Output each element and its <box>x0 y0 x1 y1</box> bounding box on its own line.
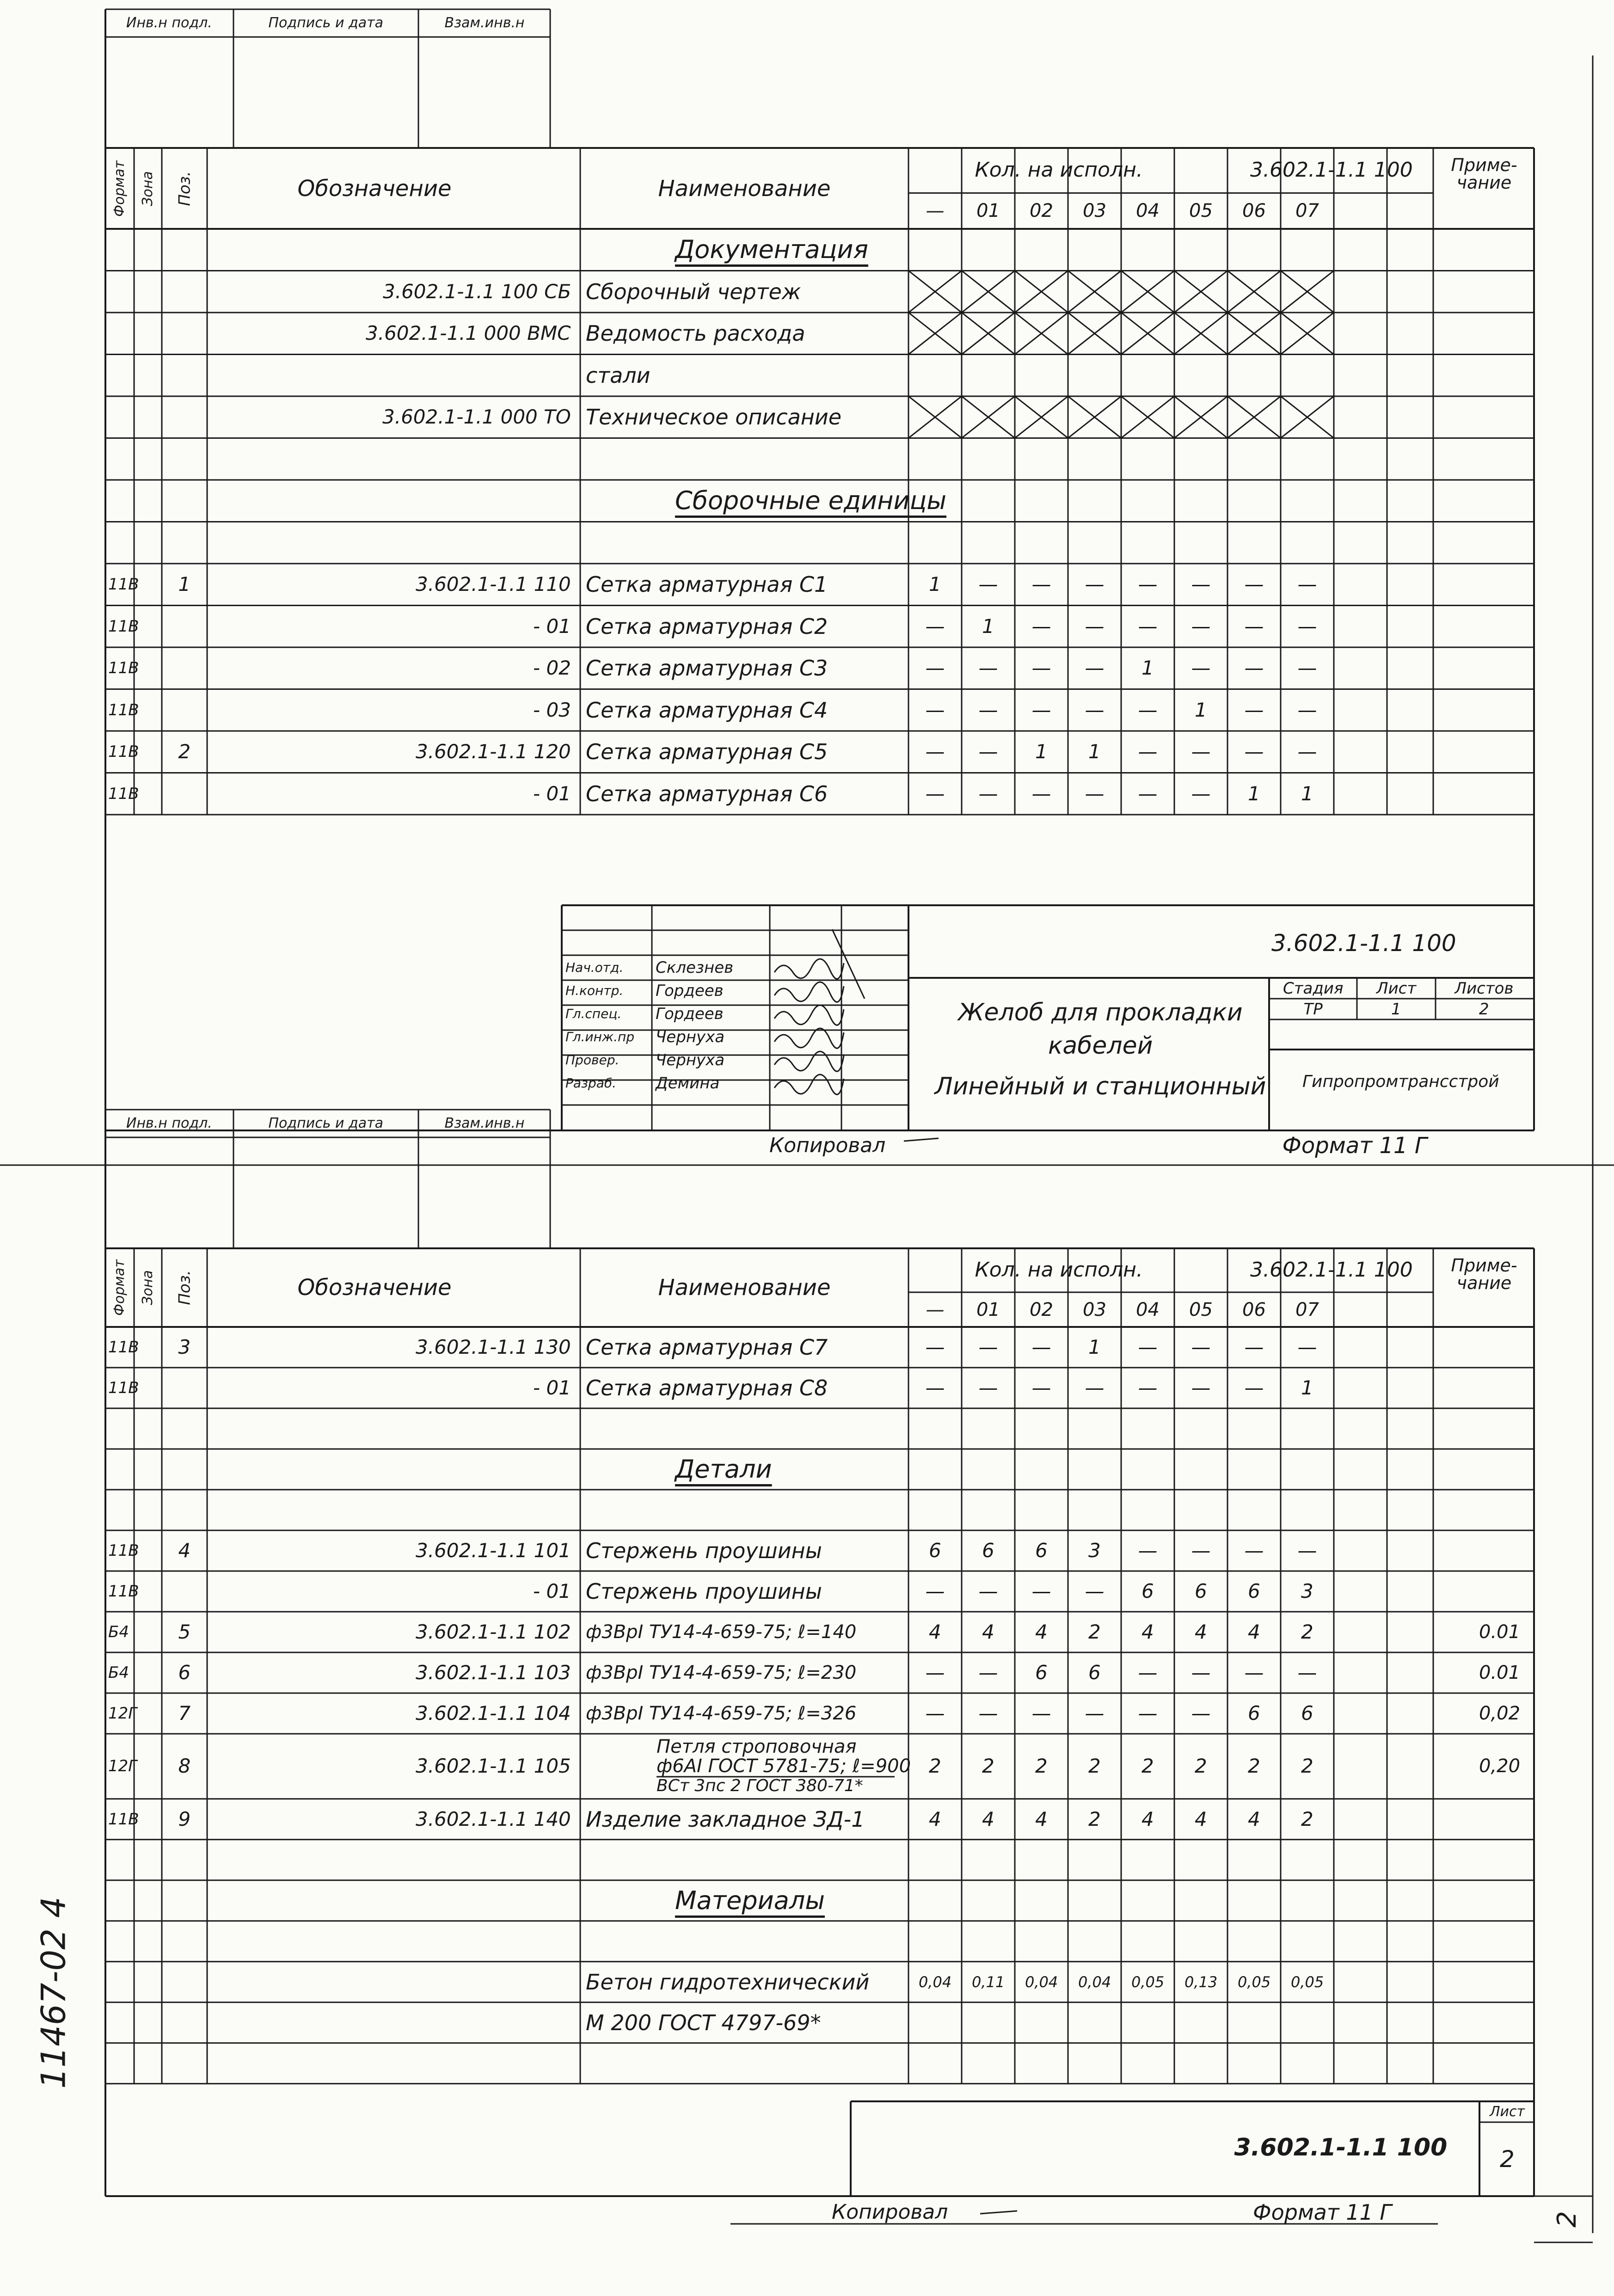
section-heading: Сборочные единицы <box>675 486 947 516</box>
qty-variant-04: — <box>1138 1539 1158 1562</box>
signatory-name: Чернуха <box>656 1028 725 1046</box>
qty-variant-05: — <box>1191 1376 1211 1399</box>
qty-variant-03: 1 <box>1088 1336 1101 1358</box>
row-position: 7 <box>178 1702 191 1725</box>
qty-variant-01: — <box>978 1580 998 1602</box>
qty-variant-04: 2 <box>1141 1755 1154 1778</box>
qty-variant-07: — <box>1297 740 1317 763</box>
qty-variant-06: — <box>1244 740 1264 763</box>
qty-variant-02: 1 <box>1035 740 1048 763</box>
qty-variant-06: — <box>1244 1661 1264 1684</box>
qty-variant-07: — <box>1297 698 1317 721</box>
header-variant-0: — <box>926 200 945 222</box>
header-variant-7: 07 <box>1295 200 1319 222</box>
qty-variant-04: — <box>1138 782 1158 805</box>
sheets-label: Листов <box>1454 979 1514 998</box>
qty-variant-02: — <box>1031 1580 1051 1602</box>
row-format: Б4 <box>108 1623 129 1641</box>
row-name: Стержень проушины <box>586 1579 822 1604</box>
header-variant-4: 04 <box>1136 200 1160 222</box>
row-note: 0.01 <box>1479 1662 1521 1683</box>
qty-variant-01: 4 <box>982 1621 994 1643</box>
row-name: Сетка арматурная С5 <box>586 739 828 765</box>
qty-variant-01: 0,11 <box>972 1973 1005 1991</box>
sheet-value: 2 <box>1500 2146 1515 2173</box>
header-designation: Обозначение <box>297 175 452 202</box>
row-format: 12Г <box>108 1757 137 1776</box>
qty-variant-05: 2 <box>1195 1755 1207 1778</box>
qty-variant-05: — <box>1191 1702 1211 1725</box>
row-note: 0,20 <box>1479 1756 1521 1777</box>
row-position: 9 <box>178 1807 191 1830</box>
qty-variant-base: 2 <box>929 1755 941 1778</box>
header-variant-5: 05 <box>1189 1299 1213 1320</box>
qty-variant-base: 1 <box>929 573 941 596</box>
qty-variant-05: 1 <box>1195 698 1207 721</box>
qty-variant-03: 2 <box>1088 1755 1101 1778</box>
qty-variant-04: — <box>1138 1376 1158 1399</box>
sheet-label: Лист <box>1490 2104 1525 2120</box>
copied-by-label: Копировал <box>769 1134 886 1157</box>
row-name: Сетка арматурная С1 <box>586 572 828 597</box>
qty-variant-01: 1 <box>982 614 994 638</box>
qty-variant-02: — <box>1031 698 1051 721</box>
qty-variant-03: 2 <box>1088 1807 1101 1830</box>
qty-variant-07: — <box>1297 1336 1317 1358</box>
qty-variant-07: 2 <box>1301 1807 1313 1830</box>
qty-variant-06: 6 <box>1248 1580 1260 1602</box>
qty-variant-01: — <box>978 698 998 721</box>
row-name: Сетка арматурная С7 <box>586 1335 828 1360</box>
qty-variant-05: 0,13 <box>1184 1973 1218 1991</box>
header-zone: Зона <box>139 171 156 206</box>
header-pos: Поз. <box>175 171 194 206</box>
signatory-role: Н.контр. <box>565 983 624 998</box>
qty-variant-03: — <box>1085 657 1105 680</box>
signatory-name: Гордеев <box>656 1005 724 1023</box>
qty-variant-03: — <box>1085 782 1105 805</box>
qty-variant-03: 6 <box>1088 1661 1101 1684</box>
qty-variant-base: 6 <box>929 1539 941 1562</box>
qty-variant-02: 6 <box>1035 1661 1048 1684</box>
qty-variant-04: 4 <box>1141 1621 1154 1643</box>
qty-variant-05: — <box>1191 657 1211 680</box>
qty-variant-04: 0,05 <box>1131 1973 1165 1991</box>
qty-variant-05: — <box>1191 740 1211 763</box>
organization-name: Гипропромтрансстрой <box>1302 1072 1499 1091</box>
qty-variant-03: 3 <box>1088 1539 1101 1562</box>
row-format: 11В <box>108 700 139 719</box>
row-name: Сетка арматурная С4 <box>586 697 828 723</box>
qty-variant-04: — <box>1138 1702 1158 1725</box>
header-variant-2: 02 <box>1030 1299 1053 1320</box>
stamp-sign-label: Подпись и дата <box>268 15 383 31</box>
qty-variant-02: — <box>1031 1376 1051 1399</box>
qty-variant-01: — <box>978 740 998 763</box>
signatory-role: Разраб. <box>565 1075 617 1091</box>
qty-variant-02: 2 <box>1035 1755 1048 1778</box>
qty-variant-06: — <box>1244 698 1264 721</box>
qty-variant-04: — <box>1138 573 1158 596</box>
row-position: 2 <box>178 740 191 763</box>
section-heading: Детали <box>675 1455 772 1484</box>
qty-variant-05: — <box>1191 614 1211 638</box>
row-name: Техническое описание <box>586 405 842 430</box>
qty-variant-01: 2 <box>982 1755 994 1778</box>
qty-variant-07: 2 <box>1301 1755 1313 1778</box>
qty-variant-02: 0,04 <box>1025 1973 1058 1991</box>
row-name-line2: ф6АI ГОСТ 5781-75; ℓ=900 <box>657 1756 911 1777</box>
row-format: 11В <box>108 1379 139 1397</box>
qty-variant-02: — <box>1031 1702 1051 1725</box>
row-name: Ведомость расхода <box>586 321 805 346</box>
qty-variant-base: — <box>925 657 945 680</box>
qty-variant-06: 6 <box>1248 1702 1260 1725</box>
row-designation: 3.602.1-1.1 000 ВМС <box>366 322 571 345</box>
qty-variant-07: 2 <box>1301 1621 1313 1643</box>
row-name: Сетка арматурная С3 <box>586 656 828 681</box>
row-name: Сетка арматурная С8 <box>586 1375 828 1400</box>
sheets-value: 2 <box>1479 1000 1489 1019</box>
header-qty-label: Кол. на исполн. <box>975 158 1143 182</box>
qty-variant-07: 1 <box>1301 782 1313 805</box>
qty-variant-01: — <box>978 1702 998 1725</box>
qty-variant-03: 2 <box>1088 1621 1101 1643</box>
qty-variant-07: — <box>1297 1539 1317 1562</box>
qty-variant-01: — <box>978 573 998 596</box>
qty-variant-06: 2 <box>1248 1755 1260 1778</box>
qty-variant-base: — <box>925 782 945 805</box>
stage-value: ТР <box>1303 1000 1323 1019</box>
qty-variant-01: — <box>978 1376 998 1399</box>
row-position: 8 <box>178 1755 191 1778</box>
qty-variant-06: 1 <box>1248 782 1260 805</box>
qty-variant-01: 4 <box>982 1807 994 1830</box>
row-designation: 3.602.1-1.1 101 <box>416 1539 571 1562</box>
qty-variant-06: 0,05 <box>1238 1973 1271 1991</box>
qty-variant-07: 3 <box>1301 1580 1313 1602</box>
row-designation: 3.602.1-1.1 120 <box>416 740 571 763</box>
qty-variant-base: — <box>925 1376 945 1399</box>
signatory-name: Демина <box>656 1074 720 1093</box>
header-note: Приме-чание <box>1451 155 1517 193</box>
row-name: Бетон гидротехнический <box>586 1969 870 1995</box>
row-name: Изделие закладное ЗД-1 <box>586 1806 865 1832</box>
signatory-role: Провер. <box>565 1052 620 1068</box>
qty-variant-02: 4 <box>1035 1807 1048 1830</box>
header-variant-2: 02 <box>1030 200 1053 222</box>
header-qty-label: Кол. на исполн. <box>975 1258 1143 1282</box>
row-position: 6 <box>178 1661 191 1684</box>
signature <box>774 1005 844 1025</box>
header-variant-3: 03 <box>1083 200 1106 222</box>
row-name: Сетка арматурная С2 <box>586 614 828 639</box>
row-designation: - 01 <box>533 1376 571 1399</box>
row-designation: 3.602.1-1.1 130 <box>416 1336 571 1358</box>
header-designation: Обозначение <box>297 1275 452 1301</box>
qty-variant-04: 6 <box>1141 1580 1154 1602</box>
header-zone: Зона <box>139 1270 156 1305</box>
signatory-name: Чернуха <box>656 1051 725 1069</box>
row-designation: - 01 <box>533 614 571 638</box>
row-position: 3 <box>178 1336 191 1358</box>
qty-variant-07: 6 <box>1301 1702 1313 1725</box>
qty-variant-07: — <box>1297 573 1317 596</box>
qty-variant-04: — <box>1138 1661 1158 1684</box>
section-heading: Материалы <box>675 1885 825 1915</box>
archive-number: 11467-02 4 <box>34 1897 73 2089</box>
row-name: Петля строповочная <box>657 1736 857 1758</box>
qty-variant-04: 4 <box>1141 1807 1154 1830</box>
qty-variant-base: 4 <box>929 1621 941 1643</box>
qty-variant-01: — <box>978 657 998 680</box>
qty-variant-base: 0,04 <box>919 1973 952 1991</box>
qty-variant-01: — <box>978 1661 998 1684</box>
qty-variant-06: — <box>1244 614 1264 638</box>
row-name: стали <box>586 362 651 388</box>
row-designation: 3.602.1-1.1 103 <box>416 1661 571 1684</box>
signatory-name: Склезнев <box>656 958 734 977</box>
row-designation: - 02 <box>533 657 571 680</box>
signature <box>774 982 844 1002</box>
row-format: 11В <box>108 784 139 803</box>
copier-signature <box>904 1138 939 1141</box>
row-name: ф3ВрI ТУ14-4-659-75; ℓ=140 <box>586 1621 857 1643</box>
row-position: 4 <box>178 1539 191 1562</box>
row-name: Сборочный чертеж <box>586 279 801 304</box>
qty-variant-03: — <box>1085 1580 1105 1602</box>
qty-variant-06: — <box>1244 657 1264 680</box>
qty-variant-06: — <box>1244 573 1264 596</box>
qty-variant-01: 6 <box>982 1539 994 1562</box>
qty-variant-05: — <box>1191 782 1211 805</box>
qty-variant-base: — <box>925 614 945 638</box>
qty-variant-05: 4 <box>1195 1621 1207 1643</box>
qty-variant-base: 4 <box>929 1807 941 1830</box>
qty-variant-07: — <box>1297 657 1317 680</box>
qty-variant-05: 6 <box>1195 1580 1207 1602</box>
document-title-line3: Линейный и станционный <box>934 1073 1266 1100</box>
sheet-label: Лист <box>1376 979 1417 998</box>
row-designation: 3.602.1-1.1 000 ТО <box>382 405 571 429</box>
header-format: Формат <box>111 160 128 217</box>
qty-variant-06: 4 <box>1248 1621 1260 1643</box>
header-doc-code: 3.602.1-1.1 100 <box>1250 158 1413 182</box>
qty-variant-base: — <box>925 1336 945 1358</box>
header-doc-code: 3.602.1-1.1 100 <box>1250 1258 1413 1282</box>
row-format: 11В <box>108 743 139 761</box>
qty-variant-03: — <box>1085 1376 1105 1399</box>
sheet-value: 1 <box>1391 1000 1401 1019</box>
qty-variant-05: — <box>1191 1336 1211 1358</box>
signatory-role: Гл.инж.пр <box>565 1029 635 1044</box>
header-variant-5: 05 <box>1189 200 1213 222</box>
signatory-role: Нач.отд. <box>565 960 624 975</box>
qty-variant-02: — <box>1031 1336 1051 1358</box>
qty-variant-04: 1 <box>1141 657 1154 680</box>
row-designation: 3.602.1-1.1 104 <box>416 1702 571 1725</box>
row-designation: - 01 <box>533 1580 571 1602</box>
qty-variant-02: — <box>1031 573 1051 596</box>
row-format: 11В <box>108 1810 139 1829</box>
qty-variant-03: 0,04 <box>1078 1973 1111 1991</box>
header-variant-7: 07 <box>1295 1299 1319 1320</box>
stage-label: Стадия <box>1283 979 1344 998</box>
signature <box>774 959 844 979</box>
header-note: Приме-чание <box>1451 1255 1517 1293</box>
page-number: 2 <box>1552 2211 1582 2228</box>
header-pos: Поз. <box>175 1270 194 1305</box>
row-designation: 3.602.1-1.1 110 <box>416 573 571 596</box>
format-label: Формат 11 Г <box>1282 1133 1427 1159</box>
row-format: 11В <box>108 575 139 594</box>
qty-variant-02: — <box>1031 782 1051 805</box>
qty-variant-07: 1 <box>1301 1376 1313 1399</box>
row-name: Сетка арматурная С6 <box>586 781 828 806</box>
stamp-sign-label: Подпись и дата <box>268 1115 383 1131</box>
qty-variant-05: 4 <box>1195 1807 1207 1830</box>
header-variant-1: 01 <box>976 200 1000 222</box>
row-format: 11В <box>108 1541 139 1560</box>
header-format: Формат <box>111 1259 128 1316</box>
row-format: 11В <box>108 1582 139 1601</box>
header-name: Наименование <box>658 175 831 202</box>
qty-variant-base: — <box>925 698 945 721</box>
stamp-inv-label: Инв.н подл. <box>126 15 212 31</box>
qty-variant-07: 0,05 <box>1291 1973 1324 1991</box>
header-variant-6: 06 <box>1242 200 1266 222</box>
qty-variant-02: 6 <box>1035 1539 1048 1562</box>
row-format: 11В <box>108 617 139 636</box>
qty-variant-base: — <box>925 1580 945 1602</box>
row-name: Стержень проушины <box>586 1538 822 1563</box>
qty-variant-02: — <box>1031 657 1051 680</box>
row-designation: 3.602.1-1.1 100 СБ <box>383 280 571 303</box>
qty-variant-07: — <box>1297 614 1317 638</box>
row-note: 0,02 <box>1479 1703 1521 1724</box>
header-name: Наименование <box>658 1275 831 1301</box>
row-name-line3: ВСт 3пс 2 ГОСТ 380-71* <box>657 1776 863 1795</box>
format-label: Формат 11 Г <box>1253 2200 1392 2225</box>
row-designation: 3.602.1-1.1 105 <box>416 1755 571 1778</box>
qty-variant-03: — <box>1085 573 1105 596</box>
row-format: Б4 <box>108 1664 129 1682</box>
drawing-code: 3.602.1-1.1 100 <box>1271 930 1456 957</box>
qty-variant-06: — <box>1244 1376 1264 1399</box>
row-name: ф3ВрI ТУ14-4-659-75; ℓ=230 <box>586 1662 857 1683</box>
signatory-name: Гордеев <box>656 982 724 1000</box>
qty-variant-05: — <box>1191 1661 1211 1684</box>
signature <box>774 1028 844 1048</box>
qty-variant-02: — <box>1031 614 1051 638</box>
header-variant-3: 03 <box>1083 1299 1106 1320</box>
stamp-inv-label: Инв.н подл. <box>126 1115 212 1131</box>
qty-variant-04: — <box>1138 698 1158 721</box>
qty-variant-06: 4 <box>1248 1807 1260 1830</box>
drawing-code: 3.602.1-1.1 100 <box>1234 2134 1448 2161</box>
row-position: 5 <box>178 1621 191 1643</box>
row-position: 1 <box>178 573 191 596</box>
qty-variant-03: — <box>1085 614 1105 638</box>
row-designation: 3.602.1-1.1 140 <box>416 1807 571 1830</box>
header-variant-1: 01 <box>976 1299 1000 1320</box>
signature <box>774 1074 844 1094</box>
qty-variant-01: — <box>978 1336 998 1358</box>
header-variant-0: — <box>926 1299 945 1320</box>
qty-variant-base: — <box>925 1702 945 1725</box>
row-format: 11В <box>108 1338 139 1357</box>
row-name: М 200 ГОСТ 4797-69* <box>586 2010 821 2035</box>
row-format: 12Г <box>108 1704 137 1723</box>
row-format: 11В <box>108 659 139 678</box>
qty-variant-03: — <box>1085 698 1105 721</box>
row-note: 0.01 <box>1479 1621 1521 1643</box>
signatory-role: Гл.спец. <box>565 1006 622 1021</box>
qty-variant-01: — <box>978 782 998 805</box>
row-designation: - 03 <box>533 698 571 721</box>
stamp-vzam-label: Взам.инв.н <box>444 15 525 31</box>
header-variant-4: 04 <box>1136 1299 1160 1320</box>
signature-flourish <box>832 929 865 999</box>
qty-variant-04: — <box>1138 740 1158 763</box>
qty-variant-07: — <box>1297 1661 1317 1684</box>
qty-variant-03: — <box>1085 1702 1105 1725</box>
qty-variant-05: — <box>1191 1539 1211 1562</box>
row-designation: - 01 <box>533 782 571 805</box>
qty-variant-04: — <box>1138 1336 1158 1358</box>
copier-signature <box>980 2211 1017 2214</box>
row-designation: 3.602.1-1.1 102 <box>416 1621 571 1643</box>
stamp-vzam-label: Взам.инв.н <box>444 1115 525 1131</box>
qty-variant-02: 4 <box>1035 1621 1048 1643</box>
document-title-line1: Желоб для прокладки <box>958 999 1243 1026</box>
row-name: ф3ВрI ТУ14-4-659-75; ℓ=326 <box>586 1703 857 1724</box>
section-heading: Документация <box>675 235 868 264</box>
header-variant-6: 06 <box>1242 1299 1266 1320</box>
qty-variant-base: — <box>925 1661 945 1684</box>
qty-variant-04: — <box>1138 614 1158 638</box>
copied-by-label: Копировал <box>832 2200 948 2224</box>
qty-variant-03: 1 <box>1088 740 1101 763</box>
qty-variant-06: — <box>1244 1336 1264 1358</box>
document-title-line2: кабелей <box>1048 1032 1153 1060</box>
qty-variant-05: — <box>1191 573 1211 596</box>
qty-variant-base: — <box>925 740 945 763</box>
qty-variant-06: — <box>1244 1539 1264 1562</box>
